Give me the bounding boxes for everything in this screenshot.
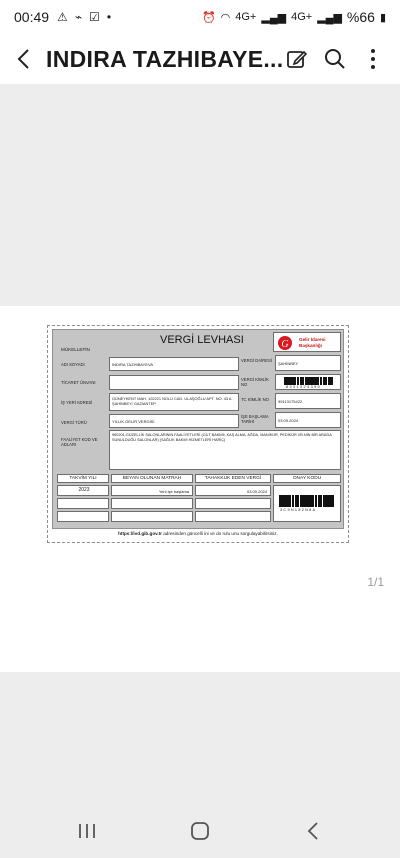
- cell-tahakkuk: 03.09.2024: [246, 489, 267, 494]
- voicemail-icon: ⌁: [74, 10, 83, 24]
- notification-icons: [57, 10, 111, 24]
- back-icon: [307, 822, 319, 840]
- table-cell: [57, 498, 109, 509]
- document-title: INDIRA TAZHIBAYE...: [46, 45, 284, 72]
- certificate-title: VERGİ LEVHASI: [160, 334, 244, 346]
- col-takvim-yili: TAKVİM YILI: [57, 474, 109, 483]
- value-onay-kodu: 3C9N182N8A: [280, 508, 317, 512]
- battery-icon: ▮: [379, 11, 386, 24]
- label-ad-soyadi: ADI SOYADI: [61, 362, 85, 367]
- field-tc-kimlik-no: [275, 393, 341, 409]
- status-time: 00:49: [14, 9, 50, 25]
- gib-logo: [273, 332, 341, 352]
- search-icon: [324, 48, 346, 70]
- app-bar: [0, 34, 400, 84]
- logo-line2: Başkanlığı: [299, 343, 322, 348]
- field-ad-soyadi: [109, 357, 239, 371]
- cell-matrah: Yeni işe başlama: [158, 489, 189, 494]
- checkbox-icon: ☑: [89, 10, 100, 24]
- svg-text:G: G: [281, 339, 289, 350]
- table-cell: [111, 485, 193, 496]
- chevron-left-icon: [16, 48, 30, 70]
- cell-year: 2023: [78, 487, 90, 493]
- more-options-button[interactable]: [360, 46, 386, 72]
- recent-apps-icon: [78, 823, 96, 839]
- certificate-footer: [48, 531, 348, 536]
- label-ticaret-unvani: TİCARET ÜNVANI: [61, 380, 96, 385]
- table-cell: [111, 498, 193, 509]
- back-nav-button[interactable]: [293, 816, 333, 846]
- onay-kodu-cell: [273, 485, 341, 522]
- vergi-kimlik-no-barcode: [284, 377, 334, 385]
- onay-kodu-barcode: [279, 495, 337, 507]
- value-is-yeri-adresi: GÜNEYKENT MAH. 102221 NOLU CAD. ULAŞOĞLU APT. NO: 43 A ŞAHİNBEY/ GAZİANTEP: [112, 395, 232, 406]
- label-vergi-turu: VERGİ TÜRÜ: [61, 420, 87, 425]
- table-cell: [195, 498, 271, 509]
- value-vergi-kimlik-no: 8331024390: [286, 385, 322, 389]
- value-vergi-dairesi: ŞAHİNBEY: [278, 361, 299, 366]
- value-ad-soyadi: INDIRA TAZHIBAYEVA: [112, 362, 154, 367]
- network-2-label: 4G+: [291, 11, 313, 23]
- label-is-yeri-adresi: İŞ YERİ ADRESİ: [61, 400, 93, 405]
- table-cell: [195, 511, 271, 522]
- label-ise-baslama: İŞE BAŞLAMA TARİHİ: [241, 414, 269, 424]
- value-faaliyet-kod: 960201-GÜZELLİK SALONLARININ FAALİYETLERİ (CİLT BAKIMI, KAŞ ALMA, AĞDA, MANİKÜR, PEDİKÜR VB.NİN BİR ARADA SUNULDUĞU SALONLAR) (SAĞLIK BAKIM HİZMETLERİ HARİÇ): [112, 432, 332, 442]
- field-faaliyet-kod: [109, 430, 341, 470]
- certificate-panel: [52, 329, 344, 529]
- home-button[interactable]: [180, 816, 220, 846]
- label-tc-kimlik-no: TC KİMLİK NO: [241, 397, 269, 402]
- barcode-bar: [333, 495, 334, 507]
- field-vergi-dairesi: [275, 355, 341, 371]
- table-cell: [57, 511, 109, 522]
- more-vertical-icon: [370, 48, 376, 70]
- warning-icon: ⚠: [57, 10, 68, 24]
- search-button[interactable]: [322, 46, 348, 72]
- alarm-icon: ⏰: [201, 11, 216, 24]
- field-vergi-kimlik-no: [275, 374, 341, 390]
- footer-text: adresinden güncelli ini ve do rulu unu sorgulayabilirsiniz.: [163, 531, 278, 536]
- gib-logo-icon: [277, 335, 293, 351]
- page-counter: 1/1: [367, 575, 384, 589]
- label-vergi-kimlik-no: VERGİ KİMLİK NO: [241, 377, 269, 387]
- field-vergi-turu: [109, 414, 239, 428]
- header-mukellef: MÜKELLEFİN: [61, 347, 90, 352]
- system-icons: [202, 9, 386, 25]
- home-icon: [190, 821, 210, 841]
- edit-icon: [286, 48, 308, 70]
- signal-1-icon: ▂▄▆: [261, 11, 287, 24]
- table-cell: [195, 485, 271, 496]
- footer-link[interactable]: https://ivd.gib.gov.tr: [118, 531, 162, 536]
- field-ticaret-unvani: [109, 375, 239, 390]
- value-ise-baslama: 03.09.2024: [278, 418, 299, 423]
- back-button[interactable]: [0, 34, 46, 84]
- col-tahakkuk-vergi: TAHAKKUK EDEN VERGİ: [195, 474, 271, 483]
- dot-icon: •: [106, 10, 112, 24]
- label-faaliyet-kod: FAALİYET KOD VE ADLARI: [61, 437, 98, 447]
- barcode-bar: [332, 377, 333, 385]
- network-1-label: 4G+: [235, 11, 257, 23]
- tax-certificate: [47, 325, 349, 543]
- navigation-bar: [0, 804, 400, 858]
- table-cell: [111, 511, 193, 522]
- table-cell: [57, 485, 109, 496]
- battery-level: %66: [346, 9, 375, 25]
- field-is-yeri-adresi: [109, 393, 239, 411]
- recent-apps-button[interactable]: [67, 816, 107, 846]
- col-beyan-matrah: BEYAN OLUNAN MATRAH: [111, 474, 193, 483]
- value-vergi-turu: YILLIK GELİR VERGİSİ: [112, 419, 155, 424]
- status-bar: [0, 0, 400, 34]
- col-onay-kodu: ONAY KODU: [273, 474, 341, 483]
- field-ise-baslama: [275, 412, 341, 428]
- label-vergi-dairesi: VERGİ DAİRESİ: [241, 358, 272, 363]
- signal-2-icon: ▂▄▆: [317, 11, 342, 24]
- edit-button[interactable]: [284, 46, 310, 72]
- logo-line1: Gelir İdaresi: [299, 337, 326, 342]
- value-tc-kimlik-no: 99113175422: [278, 399, 303, 404]
- wifi-icon: ◠: [220, 11, 231, 24]
